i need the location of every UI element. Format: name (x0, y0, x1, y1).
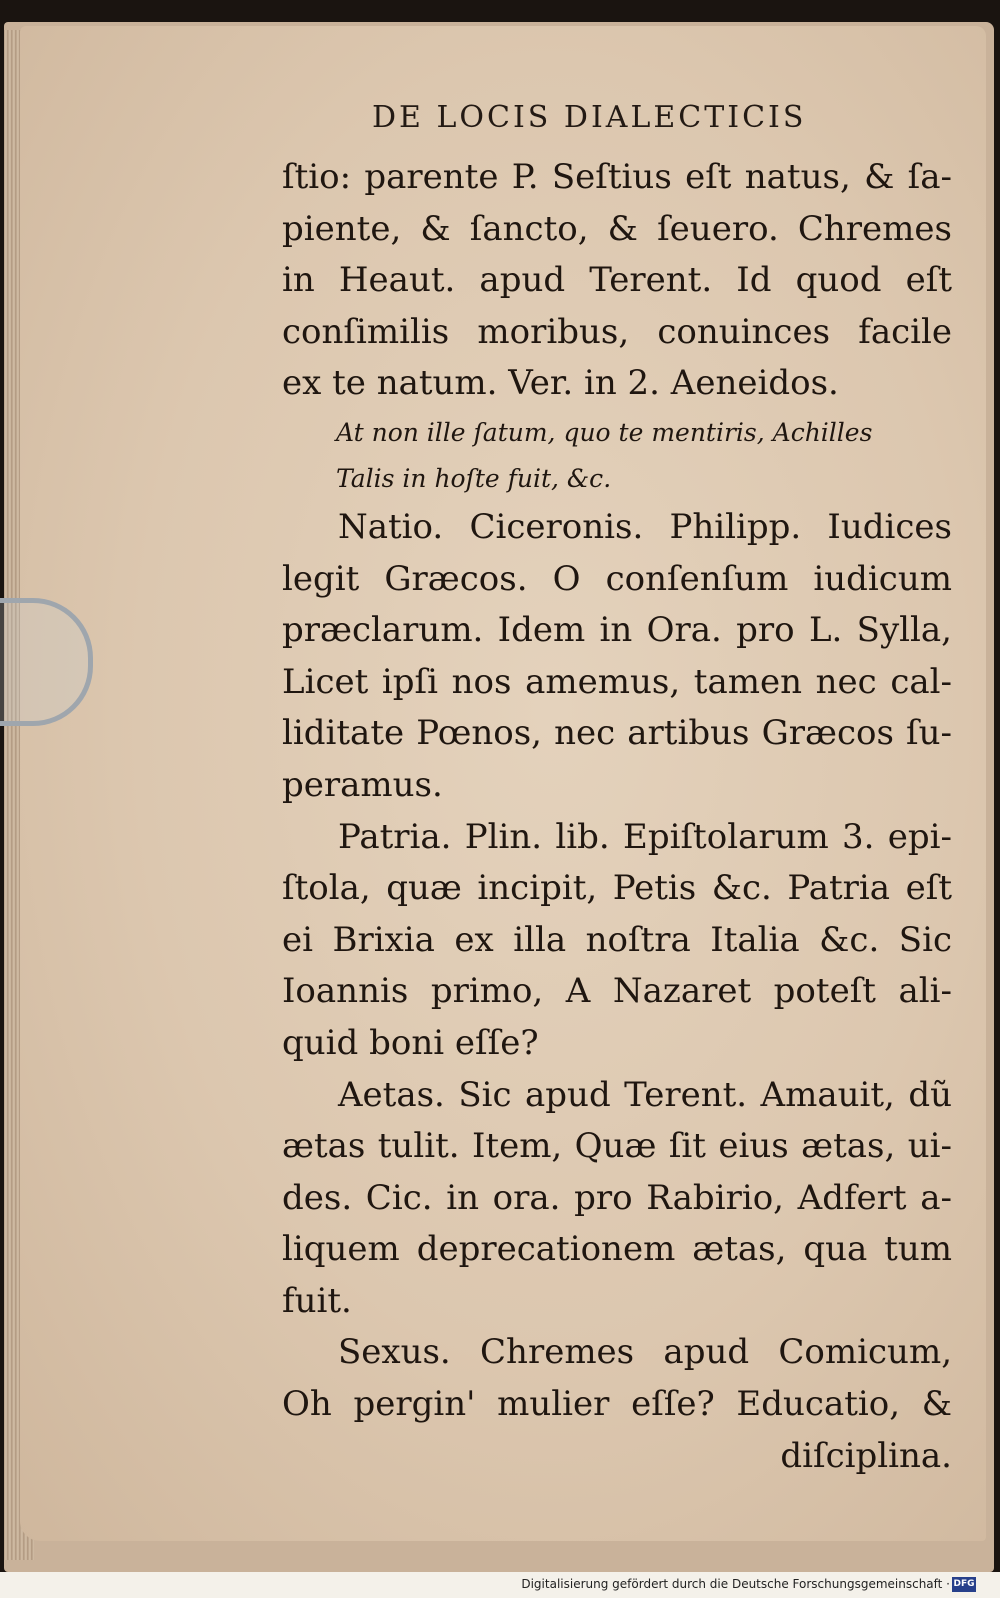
running-head: DE LOCIS DIALECTICIS (372, 100, 807, 135)
text-line: in Heaut. apud Terent. Id quod eſt (282, 260, 952, 301)
text-line: liquem deprecationem ætas, qua tum (282, 1229, 952, 1270)
text-line: Licet ipſi nos amemus, tamen nec cal- (282, 661, 952, 702)
text-line: fuit. (282, 1280, 352, 1321)
text-line: ætas tulit. Item, Quæ ſit eius ætas, ui- (282, 1126, 952, 1167)
footer-credit: Digitalisierung gefördert durch die Deutsche Forschungsgemeinschaft · (521, 1577, 950, 1591)
text-line: Ioannis primo, A Nazaret poteſt ali- (282, 971, 952, 1012)
text-line: des. Cic. in ora. pro Rabirio, Adfert a- (282, 1177, 952, 1218)
text-line: ei Brixia ex illa noſtra Italia &c. Sic (282, 919, 952, 960)
verse-line: At non ille ſatum, quo te mentiris, Achilles (336, 417, 873, 447)
text-line: quid boni eſſe? (282, 1022, 539, 1063)
text-line: ſtio: parente P. Seſtius eſt natus, & ſa- (282, 157, 952, 197)
text-line: Oh pergin' mulier eſſe? Educatio, & (282, 1384, 952, 1425)
dfg-logo-icon: DFG (952, 1577, 976, 1592)
text-line: Patria. Plin. lib. Epiſtolarum 3. epi- (338, 816, 952, 857)
text-line: præclarum. Idem in Ora. pro L. Sylla, (282, 610, 952, 651)
page-text (282, 152, 952, 1482)
text-line: conſimilis moribus, conuinces facile (282, 311, 952, 352)
text-line: peramus. (282, 764, 443, 805)
verse-line: Talis in hoſte fuit, &c. (336, 463, 612, 493)
text-line: liditate Pœnos, nec artibus Græcos ſu- (282, 713, 952, 754)
text-line: piente, & ſancto, & ſeuero. Chremes (282, 208, 952, 249)
text-line: Aetas. Sic apud Terent. Amauit, dũ (338, 1074, 952, 1115)
text-line: ex te natum. Ver. in 2. Aeneidos. (282, 363, 839, 404)
text-line: legit Græcos. O conſenſum iudicum (282, 558, 952, 599)
footer-bar (0, 1572, 1000, 1598)
text-line: Sexus. Chremes apud Comicum, (338, 1332, 952, 1373)
text-line: diſciplina. (780, 1435, 952, 1476)
text-line: Natio. Ciceronis. Philipp. Iudices (338, 506, 952, 547)
text-line: ſtola, quæ incipit, Petis &c. Patria eſt (282, 868, 952, 909)
